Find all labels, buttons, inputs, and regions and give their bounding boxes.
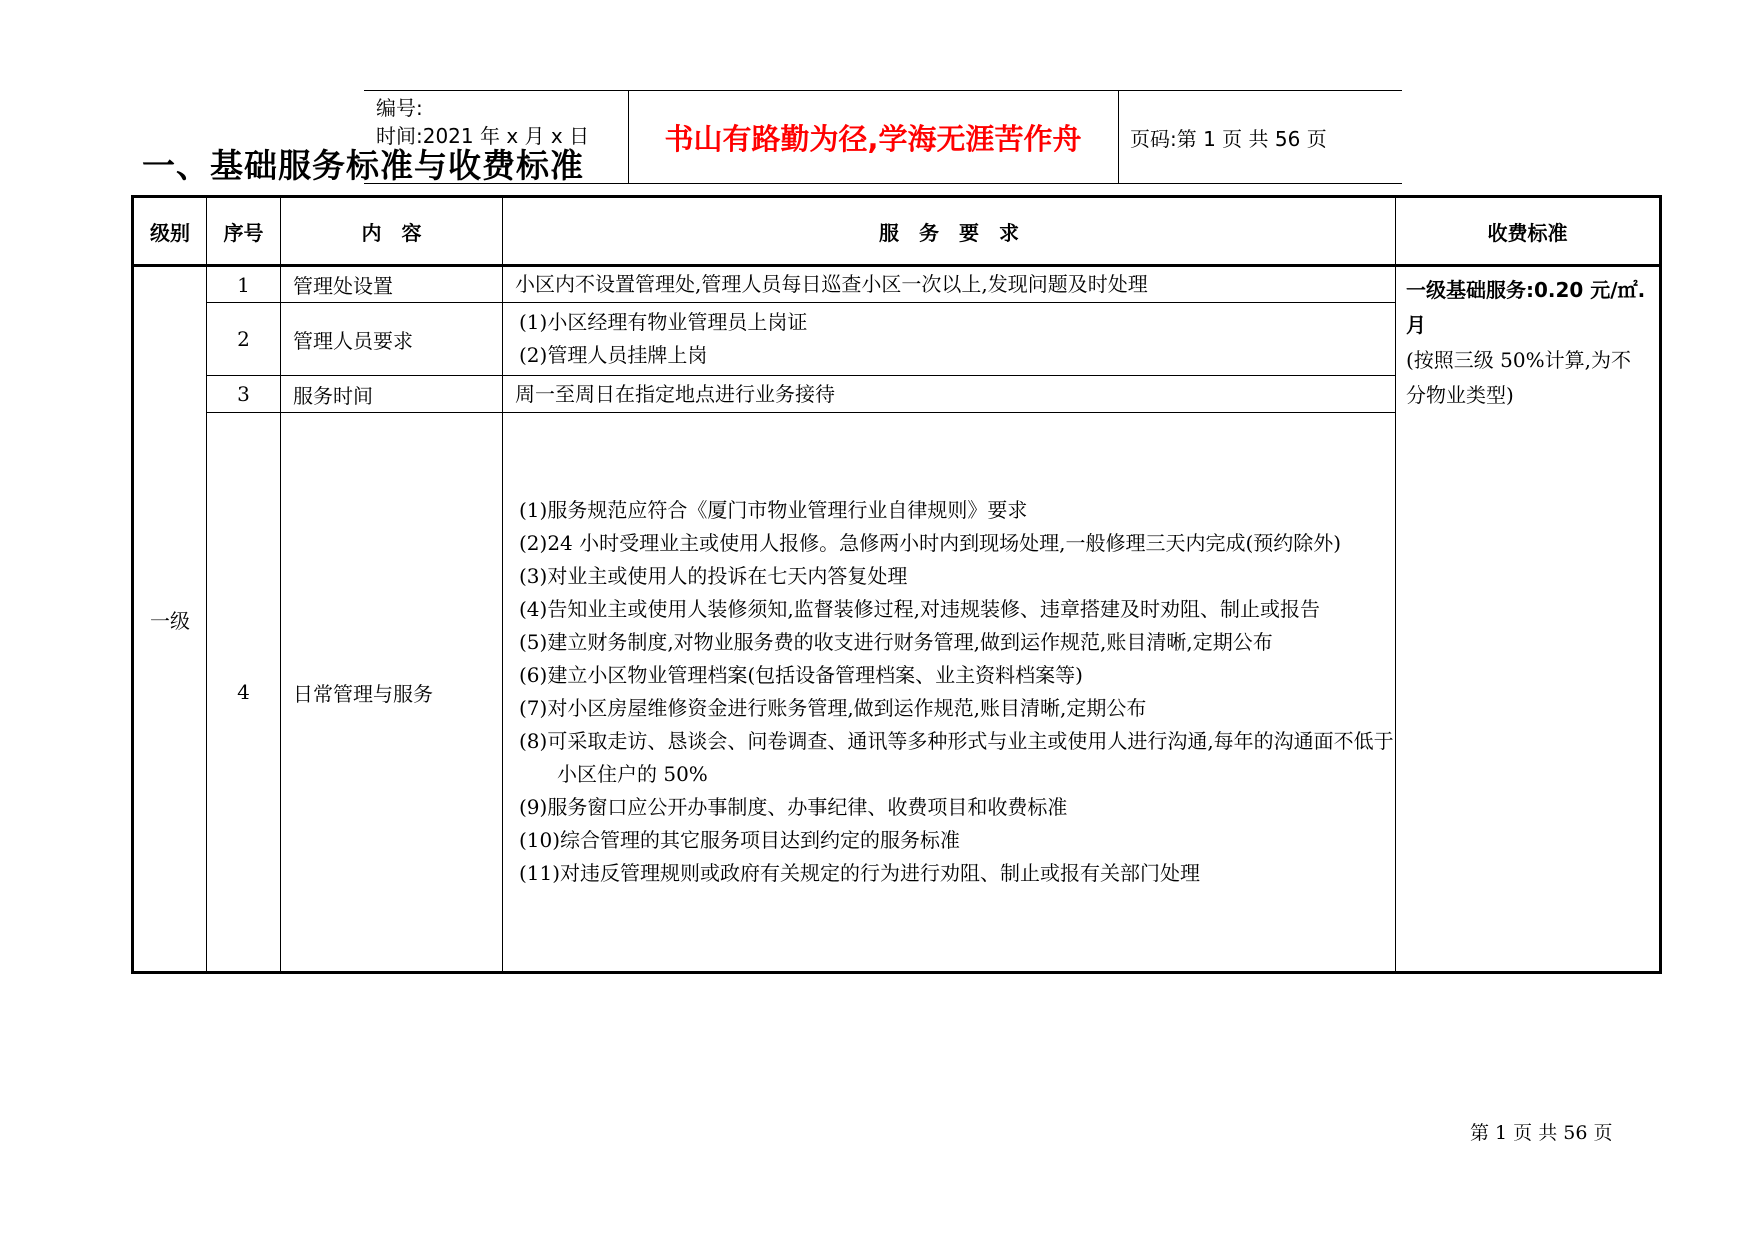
requirement-item: (1)服务规范应符合《厦门市物业管理行业自律规则》要求 <box>519 498 1028 522</box>
row-requirements <box>503 413 1396 973</box>
requirement-item: (9)服务窗口应公开办事制度、办事纪律、收费项目和收费标准 <box>519 795 1068 819</box>
requirement-item: (5)建立财务制度,对物业服务费的收支进行财务管理,做到运作规范,账目清晰,定期公布 <box>519 630 1273 654</box>
header-motto: 书山有路勤为径,学海无涯苦作舟 <box>664 121 1082 156</box>
row-number: 1 <box>207 266 281 303</box>
table-row <box>133 266 1661 303</box>
row-content: 管理处设置 <box>281 266 503 303</box>
header-fee: 收费标准 <box>1396 197 1661 266</box>
row-content: 管理人员要求 <box>281 303 503 376</box>
header-requirements: 服 务 要 求 <box>503 197 1396 266</box>
document-time-label: 时间:2021 年 x 月 x 日 <box>376 124 590 148</box>
row-number: 4 <box>207 413 281 973</box>
requirement-item: (4)告知业主或使用人装修须知,监督装修过程,对违规装修、违章搭建及时劝阻、制止或报告 <box>519 597 1321 621</box>
requirement-item: (6)建立小区物业管理档案(包括设备管理档案、业主资料档案等) <box>519 663 1083 687</box>
header-level: 级别 <box>133 197 207 266</box>
page-footer: 第 1 页 共 56 页 <box>1470 1122 1613 1144</box>
header-content: 内 容 <box>281 197 503 266</box>
row-requirements <box>503 303 1396 376</box>
section-title: 一、基础服务标准与收费标准 <box>142 146 584 185</box>
row-requirements <box>503 266 1396 303</box>
document-number-label: 编号: <box>376 96 423 120</box>
row-number: 3 <box>207 376 281 413</box>
fee-cell <box>1396 266 1661 973</box>
header-divider <box>1118 90 1119 184</box>
level-cell: 一级 <box>133 266 207 973</box>
fee-note: (按照三级 50%计算,为不分物业类型) <box>1406 348 1631 407</box>
requirement-item: 周一至周日在指定地点进行业务接待 <box>515 381 835 406</box>
row-content: 日常管理与服务 <box>281 413 503 973</box>
requirement-item: (7)对小区房屋维修资金进行账务管理,做到运作规范,账目清晰,定期公布 <box>519 696 1147 720</box>
requirement-item: (3)对业主或使用人的投诉在七天内答复处理 <box>519 564 908 588</box>
service-standard-table <box>131 195 1662 974</box>
requirement-item: (8)可采取走访、恳谈会、问卷调查、通讯等多种形式与业主或使用人进行沟通,每年的沟通面不低于小区住户的 50% <box>519 729 1394 786</box>
row-requirements <box>503 376 1396 413</box>
row-content: 服务时间 <box>281 376 503 413</box>
requirement-item: (10)综合管理的其它服务项目达到约定的服务标准 <box>519 828 961 852</box>
table-header-row <box>133 197 1661 266</box>
requirement-item: (11)对违反管理规则或政府有关规定的行为进行劝阻、制止或报有关部门处理 <box>519 861 1201 885</box>
header-page-code: 页码:第 1 页 共 56 页 <box>1130 126 1327 151</box>
requirement-item: 小区内不设置管理处,管理人员每日巡查小区一次以上,发现问题及时处理 <box>515 272 1148 296</box>
header-number: 序号 <box>207 197 281 266</box>
fee-standard: 一级基础服务:0.20 元/㎡.月 <box>1406 278 1646 337</box>
row-number: 2 <box>207 303 281 376</box>
requirement-item: (2)24 小时受理业主或使用人报修。急修两小时内到现场处理,一般修理三天内完成(预约除外) <box>519 531 1342 555</box>
requirement-item: (1)小区经理有物业管理员上岗证 <box>519 310 808 334</box>
requirement-item: (2)管理人员挂牌上岗 <box>519 343 708 367</box>
